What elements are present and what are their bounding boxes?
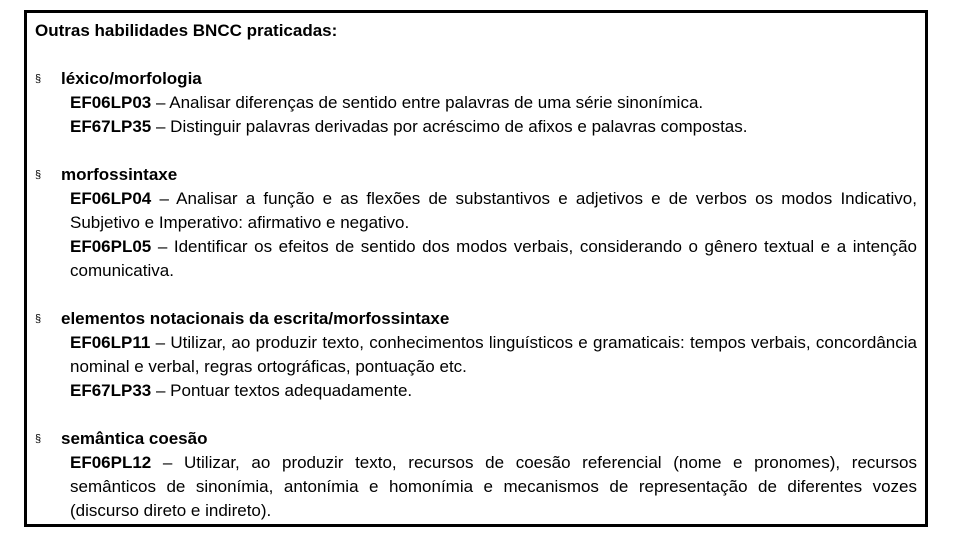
section-heading-line bbox=[35, 67, 917, 91]
section-elementos-notacionais bbox=[35, 307, 917, 403]
bullet-icon: § bbox=[35, 313, 42, 325]
skill-text: – Utilizar, ao produzir texto, recursos de coesão referencial (nome e pronomes), recursos semânticos de sinonímia, antonímia e homonímia e mecanismos de representação de diferentes vozes (discurso direto e indireto). bbox=[70, 453, 917, 520]
skill-item bbox=[70, 451, 917, 523]
skill-text: – Analisar a função e as flexões de substantivos e adjetivos e de verbos os modos Indicativo, Subjetivo e Imperativo: afirmativo e negativo. bbox=[70, 189, 917, 232]
section-lexico-morfologia bbox=[35, 67, 917, 139]
skill-item bbox=[70, 235, 917, 283]
skill-item bbox=[70, 91, 917, 115]
skill-code: EF06LP03 bbox=[70, 93, 152, 112]
section-semantica-coesao bbox=[35, 427, 917, 523]
bullet-icon: § bbox=[35, 169, 42, 181]
section-heading-line bbox=[35, 427, 917, 451]
skill-item bbox=[70, 379, 917, 403]
section-heading: elementos notacionais da escrita/morfossintaxe bbox=[61, 309, 450, 328]
section-heading: léxico/morfologia bbox=[61, 69, 202, 88]
skill-code: EF06PL05 bbox=[70, 237, 152, 256]
content-frame bbox=[24, 10, 928, 527]
section-heading: morfossintaxe bbox=[61, 165, 178, 184]
page-title: Outras habilidades BNCC praticadas: bbox=[35, 21, 338, 40]
skill-code: EF06LP04 bbox=[70, 189, 152, 208]
skill-item bbox=[70, 115, 917, 139]
skill-code: EF67LP35 bbox=[70, 117, 152, 136]
bullet-icon: § bbox=[35, 73, 42, 85]
skill-code: EF67LP33 bbox=[70, 381, 152, 400]
skill-text: – Utilizar, ao produzir texto, conhecimentos linguísticos e gramaticais: tempos verbais, concordância nominal e verbal, regras ortográficas, pontuação etc. bbox=[70, 333, 917, 376]
skill-code: EF06PL12 bbox=[70, 453, 152, 472]
section-heading: semântica coesão bbox=[61, 429, 208, 448]
skill-text: – Identificar os efeitos de sentido dos modos verbais, considerando o gênero textual e a intenção comunicativa. bbox=[70, 237, 917, 280]
bullet-icon: § bbox=[35, 433, 42, 445]
skill-text: – Pontuar textos adequadamente. bbox=[151, 381, 413, 400]
skill-item bbox=[70, 187, 917, 235]
section-morfossintaxe bbox=[35, 163, 917, 283]
section-heading-line bbox=[35, 163, 917, 187]
skill-text: – Analisar diferenças de sentido entre palavras de uma série sinonímica. bbox=[151, 93, 704, 112]
skill-text: – Distinguir palavras derivadas por acréscimo de afixos e palavras compostas. bbox=[151, 117, 748, 136]
skill-code: EF06LP11 bbox=[70, 333, 151, 352]
section-heading-line bbox=[35, 307, 917, 331]
skill-item bbox=[70, 331, 917, 379]
